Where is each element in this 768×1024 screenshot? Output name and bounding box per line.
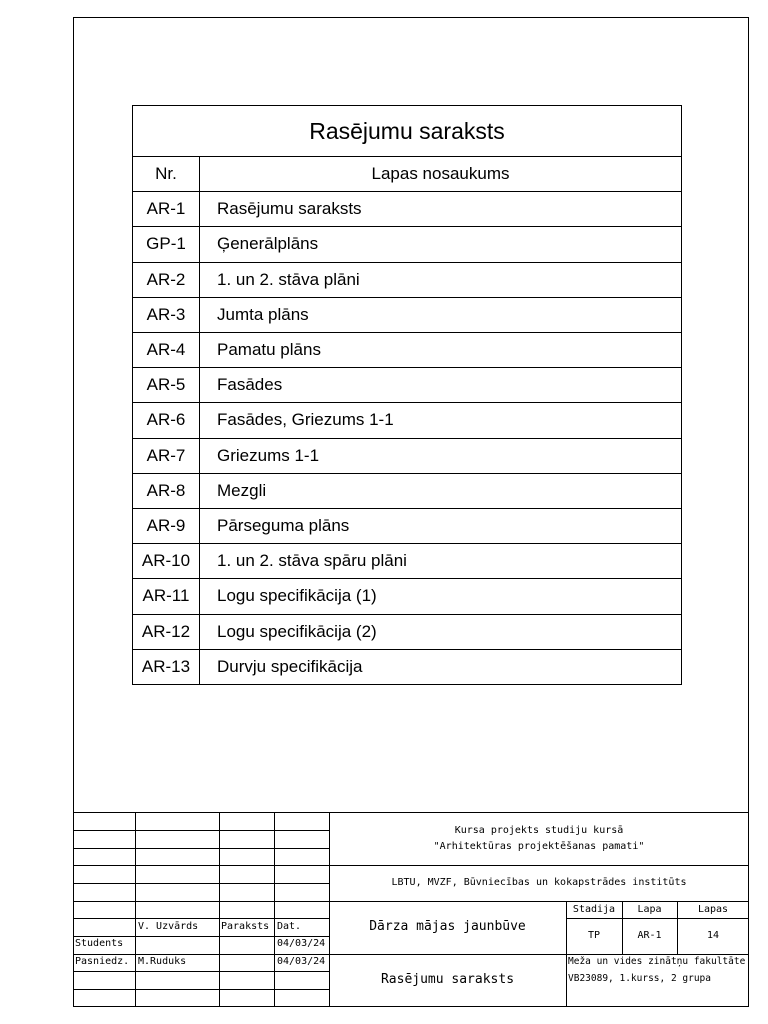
list-header-row: [132, 157, 682, 192]
student-date: 04/03/24: [277, 938, 326, 949]
table-row: [132, 298, 682, 333]
row-name: Durvju specifikācija: [217, 656, 363, 676]
course-line-2: "Arhitektūras projektēšanas pamati": [433, 841, 645, 852]
row-nr: AR-12: [133, 615, 200, 649]
row-name: Mezgli: [217, 480, 267, 500]
page-label: Lapa: [637, 904, 662, 915]
teacher-date: 04/03/24: [277, 956, 326, 967]
table-row: [132, 509, 682, 544]
table-row: [132, 263, 682, 298]
table-row: [132, 227, 682, 262]
row-nr: AR-10: [133, 544, 200, 578]
table-row: [132, 333, 682, 368]
col-sign-label: Paraksts: [221, 921, 270, 932]
group-info: VB23089, 1.kurss, 2 grupa: [568, 973, 711, 984]
row-name: 1. un 2. stāva plāni: [217, 269, 360, 289]
pages-value: 14: [706, 930, 720, 941]
row-name: Fasādes, Griezums 1-1: [217, 410, 394, 430]
institute-name: LBTU, MVZF, Būvniecības un kokapstrādes institūts: [391, 877, 687, 888]
row-nr: AR-3: [133, 298, 200, 332]
pages-label: Lapas: [697, 904, 729, 915]
role-student: Students: [75, 938, 124, 949]
row-nr: GP-1: [133, 227, 200, 261]
col-date-label: Dat.: [277, 921, 302, 932]
header-nr: Nr.: [133, 157, 200, 191]
row-name: Pamatu plāns: [217, 340, 321, 360]
row-nr: AR-9: [133, 509, 200, 543]
table-row: [132, 439, 682, 474]
row-name: Pārseguma plāns: [217, 516, 350, 536]
row-name: 1. un 2. stāva spāru plāni: [217, 551, 407, 571]
table-row: [132, 474, 682, 509]
row-nr: AR-4: [133, 333, 200, 367]
stage-label: Stadija: [572, 904, 616, 915]
course-line-1: Kursa projekts studiju kursā: [454, 825, 624, 836]
row-name: Logu specifikācija (1): [217, 586, 377, 606]
row-name: Jumta plāns: [217, 304, 309, 324]
row-nr: AR-13: [133, 650, 200, 684]
project-name: Dārza mājas jaunbūve: [369, 919, 526, 934]
sheet-title: Rasējumu saraksts: [380, 972, 515, 987]
table-row: [132, 615, 682, 650]
row-name: Griezums 1-1: [217, 445, 320, 465]
role-teacher: Pasniedz.: [75, 956, 130, 967]
table-row: [132, 579, 682, 614]
row-name: Logu specifikācija (2): [217, 621, 377, 641]
col-name-label: V. Uzvārds: [138, 921, 199, 932]
teacher-name: M.Ruduks: [138, 956, 187, 967]
row-nr: AR-5: [133, 368, 200, 402]
row-name: Ģenerālplāns: [217, 234, 319, 254]
row-nr: AR-6: [133, 403, 200, 437]
table-row: [132, 403, 682, 438]
row-nr: AR-2: [133, 263, 200, 297]
row-nr: AR-8: [133, 474, 200, 508]
row-name: Fasādes: [217, 375, 283, 395]
table-row: [132, 368, 682, 403]
page-value: AR-1: [637, 930, 662, 941]
row-nr: AR-7: [133, 439, 200, 473]
table-row: [132, 544, 682, 579]
row-nr: AR-1: [133, 192, 200, 226]
row-name: Rasējumu saraksts: [217, 199, 362, 219]
header-name: Lapas nosaukums: [371, 164, 510, 184]
row-nr: AR-11: [133, 579, 200, 613]
table-row: [132, 192, 682, 227]
stage-value: TP: [587, 930, 601, 941]
list-title: Rasējumu saraksts: [132, 105, 682, 157]
faculty-name: Meža un vides zinātņu fakultāte: [568, 956, 746, 967]
table-row: [132, 650, 682, 685]
